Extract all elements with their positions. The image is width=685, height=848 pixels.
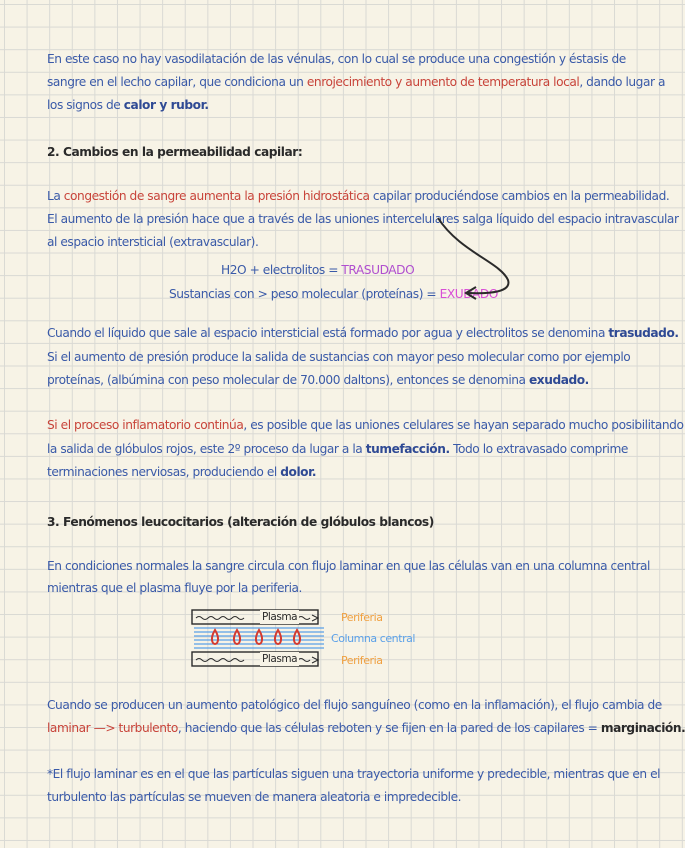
p7-line1-text: *El flujo laminar es en el que las partículas siguen una trayectoria uniforme y predecible, mientras que en el xyxy=(47,767,661,781)
p3-line1 xyxy=(47,325,679,341)
p4-line2 xyxy=(47,441,628,457)
p4-highlight-proceso: Si el proceso inflamatorio continúa xyxy=(47,418,244,432)
p5-line1-text: En condiciones normales la sangre circula con flujo laminar en que las células van en una columna central xyxy=(47,559,650,573)
p3-line3-text: proteínas, (albúmina con peso molecular de 70.000 daltons), entonces se denomina xyxy=(47,373,529,387)
trasudado-label: TRASUDADO xyxy=(341,263,415,277)
p2-line2 xyxy=(47,211,679,227)
p6-bold-marginacion: marginación. xyxy=(600,721,685,735)
plasma-top-label: Plasma xyxy=(262,611,298,623)
p5-line2 xyxy=(47,580,302,596)
p1-line1 xyxy=(47,51,626,67)
p3-line1-text: Cuando el líquido que sale al espacio intersticial está formado por agua y electrolitos se denomina xyxy=(47,326,609,340)
p1-highlight-enrojecimiento: enrojecimiento y aumento de temperatura local xyxy=(306,75,580,89)
p4-line3-text: terminaciones nerviosas, produciendo el xyxy=(47,465,281,479)
p2-line3 xyxy=(47,234,258,250)
p2-line1-start: La xyxy=(47,189,64,203)
p7-line1 xyxy=(47,766,660,782)
p6-line1-text: Cuando se producen un aumento patológico del flujo sanguíneo (como en la inflamación), el flujo cambia de xyxy=(47,698,662,712)
p1-bold-calor-rubor: calor y rubor. xyxy=(123,98,209,112)
formula-trasudado-text: H2O + electrolitos = xyxy=(221,263,342,277)
p4-line1-text: , es posible que las uniones celulares se hayan separado mucho posibilitando xyxy=(243,418,684,432)
p1-line2-text: sangre en el lecho capilar, que condiciona un xyxy=(47,75,307,89)
plasma-bottom-label: Plasma xyxy=(262,653,298,665)
p4-line2-end: Todo lo extravasado comprime xyxy=(449,442,628,456)
columna-central-label: Columna central xyxy=(331,632,416,645)
p2-highlight-presion: la presión hidrostática xyxy=(240,189,370,203)
periferia-bottom-label: Periferia xyxy=(341,654,383,667)
p1-line1-text: En este caso no hay vasodilatación de las vénulas, con lo cual se produce una congestión y éstasis de xyxy=(47,52,626,66)
p2-line1-end: capilar produciéndose cambios en la permeabilidad. xyxy=(369,189,670,203)
p4-line3 xyxy=(47,464,316,480)
p2-line3-text: al espacio intersticial (extravascular). xyxy=(47,235,259,249)
formula-trasudado xyxy=(221,262,414,278)
p4-bold-tumefaccion: tumefacción. xyxy=(365,442,450,456)
heading-cambios-permeabilidad: 2. Cambios en la permeabilidad capilar: xyxy=(47,145,303,159)
p3-bold-exudado: exudado. xyxy=(528,373,589,387)
p2-line2-text: El aumento de la presión hace que a través de las uniones intercelulares salga líquido del espacio intravascular xyxy=(47,212,679,226)
periferia-top-label: Periferia xyxy=(341,611,383,624)
p7-line2 xyxy=(47,789,461,805)
p3-line2-text: Si el aumento de presión produce la salida de sustancias con mayor peso molecular como por ejemplo xyxy=(47,350,631,364)
p6-line2 xyxy=(47,720,685,736)
p1-line3 xyxy=(47,97,209,113)
formula-exudado-text: Sustancias con > peso molecular (proteínas) = xyxy=(169,287,440,301)
p2-highlight-congestion: congestión de sangre aumenta xyxy=(63,189,241,203)
p3-line2 xyxy=(47,349,630,365)
exudado-label: EXUDADO xyxy=(439,287,498,301)
p3-line3 xyxy=(47,372,589,388)
p6-line2-text: , haciendo que las células reboten y se fijen en la pared de los capilares = xyxy=(177,721,601,735)
p6-highlight-laminar-turbulento: laminar —> turbulento xyxy=(47,721,178,735)
p5-line1 xyxy=(47,558,650,574)
p4-line1 xyxy=(47,417,683,433)
p7-line2-text: turbulento las partículas se mueven de manera aleatoria e impredecible. xyxy=(47,790,462,804)
p1-line2-end: , dando lugar a xyxy=(579,75,665,89)
p3-bold-trasudado: trasudado. xyxy=(608,326,679,340)
p1-line2 xyxy=(47,74,665,90)
p2-line1 xyxy=(47,188,669,204)
p5-line2-text: mientras que el plasma fluye por la periferia. xyxy=(47,581,302,595)
p6-line1 xyxy=(47,697,662,713)
heading-fenomenos-leucocitarios: 3. Fenómenos leucocitarios (alteración de glóbulos blancos) xyxy=(47,515,434,529)
curved-arrow-icon xyxy=(420,212,530,304)
p4-bold-dolor: dolor. xyxy=(280,465,317,479)
p4-line2-text: la salida de glóbulos rojos, este 2º proceso da lugar a la xyxy=(47,442,366,456)
p1-line3-text: los signos de xyxy=(47,98,124,112)
